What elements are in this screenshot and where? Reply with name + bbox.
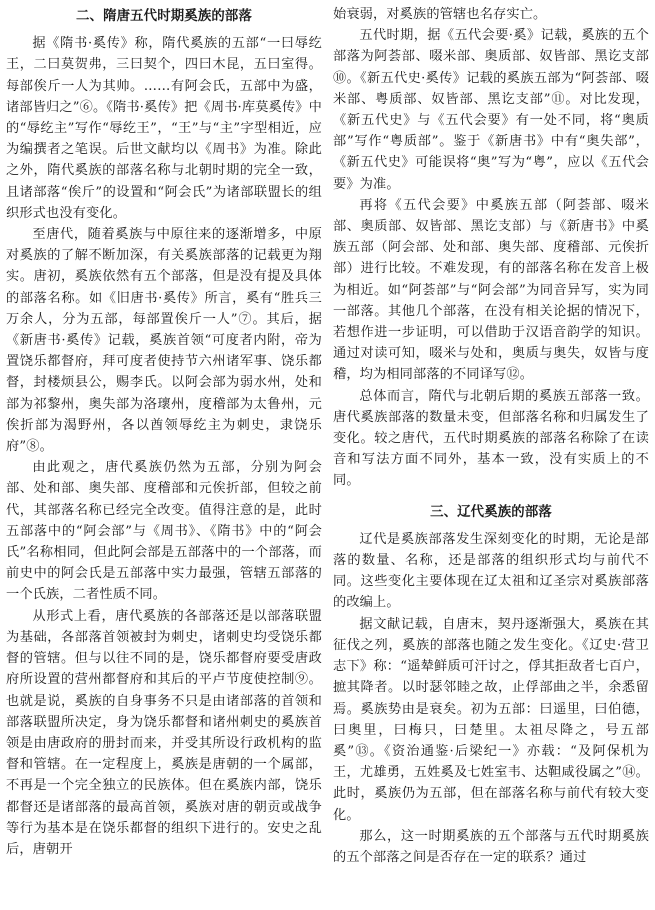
section-heading-sui-tang: 二、隋唐五代时期奚族的部落 — [75, 9, 253, 24]
paragraph: 由此观之，唐代奚族仍然为五部，分别为阿会部、处和部、奥失部、度稽部和元俟折部，但较之前代，其部落名称已经完全改变。值得注意的是，此时五部落中的“阿会部”与《周书》、《隋书》中的“阿会氏”名称相同，但此阿会部是五部落中的一个部落，而前史中的阿会氏是五部落中实力最强，管辖五部落的一个氏族，二者性质不同。 — [6, 460, 322, 603]
two-column-body — [6, 4, 649, 868]
paragraph: 五代时期，据《五代会要·奚》记载，奚族的五个部落为阿荟部、啜米部、奥质部、奴皆部、黑讫支部⑩。《新五代史·奚传》记载的奚族五部为“阿荟部、啜米部、粤质部、奴皆部、黑讫支部”⑪。对比发现，《新五代史》与《五代会要》有一处不同，将“奥质部”写作“粤质部”。鉴于《新唐书》中有“奥失部”，《新五代史》可能误将“奥”写为“粤”，应以《五代会要》为准。 — [333, 28, 649, 192]
paragraph: 据《隋书·奚传》称，隋代奚族的五部“一曰辱纥王，二曰莫贺弗，三曰契个，四曰木昆，五曰室得。每部俟斤一人为其帅。……有阿会氏，五部中为盛，诸部皆归之”⑥。《隋书·奚传》把《周书·库莫奚传》中的“辱纥主”写作“辱纥王”，“王”与“主”字型相近，应为编撰者之笔误。后世文献均以《周书》为准。除此之外，隋代奚族的部落名称与北朝时期的完全一致，且诸部落“俟斤”的设置和“阿会氏”为诸部联盟长的组织形式也没有变化。 — [6, 36, 322, 221]
paragraph-continued: 始衰弱，对奚族的管辖也名存实亡。 — [333, 7, 547, 22]
right-column — [333, 4, 649, 868]
paragraph: 至唐代，随着奚族与中原往来的逐渐增多，中原对奚族的了解不断加深，有关奚族部落的记载更为翔实。唐初，奚族依然有五个部落，但是没有提及具体的部落名称。如《旧唐书·奚传》所言，奚有“胜兵三万余人，分为五部，每部置俟斤一人”⑦。其后，据《新唐书·奚传》记载，奚族首领“可度者内附，帝为置饶乐都督府，拜可度者使持节六州诸军事、饶乐都督，封楼烦县公，赐李氏。以阿会部为弱水州，处和部为祁黎州，奥失部为洛瓌州，度稽部为太鲁州，元俟折部为渴野州，各以酋领辱纥主为刺史，隶饶乐府”⑧。 — [6, 227, 322, 455]
paragraph: 总体而言，隋代与北朝后期的奚族五部落一致。唐代奚族部落的数量未变，但部落名称和归属发生了变化。较之唐代，五代时期奚族的部落名称除了在读音和写法方面不同外，基本一致，没有实质上的不同。 — [333, 388, 649, 489]
paragraph: 辽代是奚族部落发生深刻变化的时期，无论是部落的数量、名称，还是部落的组织形式均与前代不同。这些变化主要体现在辽太祖和辽圣宗对奚族部落的改编上。 — [333, 531, 649, 611]
paragraph: 据文献记载，自唐末，契丹逐渐强大，奚族在其征伐之列，奚族的部落也随之发生变化。《辽史·营卫志下》称：“遥辇鲜质可汗讨之，俘其拒敌者七百户，摭其降者。以时瑟邻睦之故，止俘部曲之半，余悉留焉。奚族势由是衰矣。初为五部：曰遥里，曰伯德，曰奥里，曰梅只，曰楚里。太祖尽降之，号五部奚”⑬。《资治通鉴·后梁纪一》亦载：“及阿保机为王，尤雄勇，五姓奚及七姓室韦、达靼咸役属之”⑭。此时，奚族仍为五部，但在部落名称与前代有较大变化。 — [333, 616, 649, 823]
paragraph: 再将《五代会要》中奚族五部（阿荟部、啜米部、奥质部、奴皆部、黑讫支部）与《新唐书》中奚族五部（阿会部、处和部、奥失部、度稽部、元俟折部）进行比较。不难发现，有的部落名称在发音上极为相近。如“阿荟部”与“阿会部”为同音异写，实为同一部落。其他几个部落，在没有相关论据的情况下，若想作进一步证明，可以借助于汉语音韵学的知识。通过对读可知，啜米与处和，奥质与奥失，奴皆与度稽，均为相同部落的不同译写⑫。 — [333, 197, 649, 383]
paragraph: 从形式上看，唐代奚族的各部落还是以部落联盟为基础，各部落首领被封为刺史，诸刺史均受饶乐都督的管辖。但与以往不同的是，饶乐都督府要受唐政府所设置的营州都督府和其后的平卢节度使控制⑨。也就是说，奚族的自身事务不只是由诸部落的首领和部落联盟所决定，身为饶乐都督和诸州刺史的奚族首领是由唐政府的册封而来，并受其所设行政机构的监督和管辖。在一定程度上，奚族是唐朝的一个属部，不再是一个完全独立的民族体。但在奚族内部，饶乐都督还是诸部落的最高首领，奚族对唐的朝贡或战争等行为基本是在饶乐都督的组织下进行的。安史之乱后，唐朝开 — [6, 608, 322, 857]
left-column — [6, 4, 322, 868]
paragraph: 那么，这一时期奚族的五个部落与五代时期奚族的五个部落之间是否存在一定的联系？通过 — [333, 828, 649, 865]
section-heading-liao: 三、辽代奚族的部落 — [430, 504, 552, 520]
